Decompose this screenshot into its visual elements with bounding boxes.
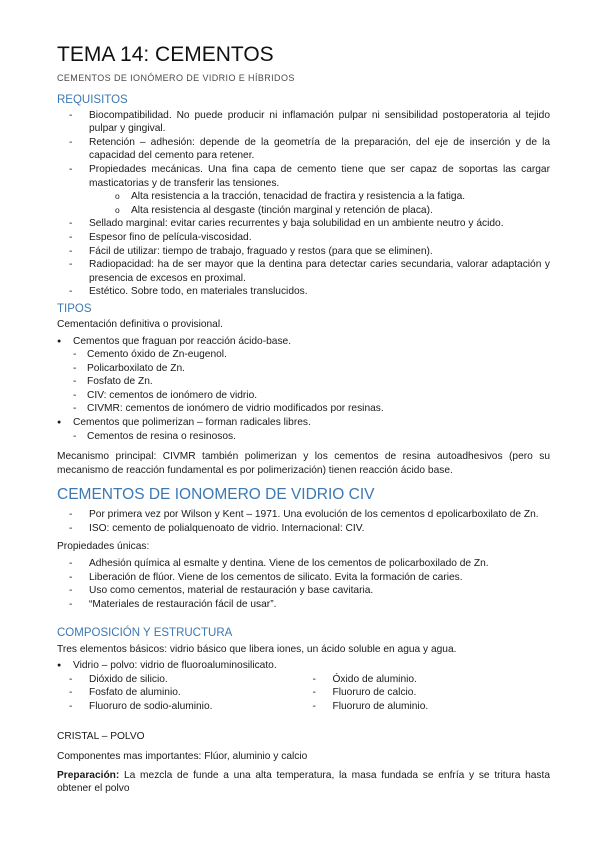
list-item: - Adhesión química al esmalte y dentina. Viene de los cementos de policarboxilado de Zn. xyxy=(57,557,550,571)
list-item: - Fosfato de Zn. xyxy=(73,375,550,389)
list-item: - Espesor fino de película-viscosidad. xyxy=(57,231,550,245)
list-item: - Sellado marginal: evitar caries recurrentes y baja solubilidad en un ambiente neutro y ácido. xyxy=(57,217,550,231)
list-item: - Fosfato de aluminio. xyxy=(57,686,307,700)
civ-heading: CEMENTOS DE IONOMERO DE VIDRIO CIV xyxy=(57,486,375,504)
civ-propiedades-label: Propiedades únicas: xyxy=(57,540,150,552)
list-item: - Óxido de aluminio. xyxy=(301,673,551,687)
requisitos-sublist xyxy=(57,190,550,217)
tipos-group1-label: Cementos que fraguan por reacción ácido-base. xyxy=(73,335,292,347)
tipos-group2-list xyxy=(57,430,550,444)
composicion-vidrio xyxy=(57,659,550,673)
list-item: - Cementos de resina o resinosos. xyxy=(73,430,550,444)
composicion-col2 xyxy=(301,673,551,714)
tipos-heading: TIPOS xyxy=(57,302,92,315)
list-item: - Fluoruro de sodio-aluminio. xyxy=(57,700,307,714)
list-item: - Fácil de utilizar: tiempo de trabajo, fraguado y restos (para que se eliminen). xyxy=(57,245,550,259)
list-item: - Por primera vez por Wilson y Kent – 1971. Una evolución de los cementos d epolicarboxilato de Zn. xyxy=(57,508,550,522)
list-item: - “Materiales de restauración fácil de usar”. xyxy=(57,598,550,612)
list-item: - Fluoruro de aluminio. xyxy=(301,700,551,714)
list-item: - Radiopacidad: ha de ser mayor que la dentina para detectar caries secundaria, valorar adaptación y presencia de excesos en proximal. xyxy=(57,258,550,285)
list-item xyxy=(57,335,550,417)
cristal-label: CRISTAL – POLVO xyxy=(57,730,145,742)
composicion-col1 xyxy=(57,673,307,714)
list-item: - Liberación de flúor. Viene de los cementos de silicato. Evita la formación de caries. xyxy=(57,571,550,585)
list-item: - Uso como cementos, material de restauración y base cavitaria. xyxy=(57,584,550,598)
list-item: - CIVMR: cementos de ionómero de vidrio modificados por resinas. xyxy=(73,402,550,416)
vidrio-label: Vidrio – polvo: vidrio de fluoroaluminosilicato. xyxy=(73,660,277,672)
list-item: - Propiedades mecánicas. Una fina capa de cemento tiene que ser capaz de soportas las cargar masticatorias y de transferir las tensiones. xyxy=(57,163,550,190)
composicion-heading: COMPOSICIÓN Y ESTRUCTURA xyxy=(57,626,233,639)
list-item: - Fluoruro de calcio. xyxy=(301,686,551,700)
list-item: - CIV: cementos de ionómero de vidrio. xyxy=(73,389,550,403)
list-item: - Dióxido de silicio. xyxy=(57,673,307,687)
tipos-note: Mecanismo principal: CIVMR también polimerizan y los cementos de resina autoadhesivos (pero su mecanismo de reacción fundamental es por polimerización) tienen reacción ácido base. xyxy=(57,451,550,476)
list-item: o Alta resistencia a la tracción, tenacidad de fractira y resistencia a la fatiga. xyxy=(57,190,550,204)
componentes-text: Componentes mas importantes: Flúor, aluminio y calcio xyxy=(57,751,308,763)
list-item: - Cemento óxido de Zn-eugenol. xyxy=(73,348,550,362)
preparacion-label: Preparación: xyxy=(57,769,120,781)
tipos-group2-label: Cementos que polimerizan – forman radicales libres. xyxy=(73,417,311,429)
civ-list xyxy=(57,508,550,535)
preparacion-paragraph xyxy=(57,769,550,796)
list-item xyxy=(57,416,550,443)
composicion-columns xyxy=(57,673,550,714)
composicion-intro: Tres elementos básicos: vidrio básico que libera iones, un ácido soluble en agua y agua. xyxy=(57,643,457,655)
civ-propiedades-list xyxy=(57,557,550,611)
preparacion-text: La mezcla de funde a una alta temperatura, la masa fundada se enfría y se tritura hasta obtener el polvo xyxy=(57,769,550,795)
list-item: - Biocompatibilidad. No puede producir ni inflamación pulpar ni sensibilidad postoperatoria al tejido pulpar y gingival. xyxy=(57,109,550,136)
tipos-intro: Cementación definitiva o provisional. xyxy=(57,318,223,330)
page-subtitle: CEMENTOS DE IONÓMERO DE VIDRIO E HÍBRIDOS xyxy=(57,73,295,83)
page-title: TEMA 14: CEMENTOS xyxy=(57,43,274,66)
requisitos-heading: REQUISITOS xyxy=(57,93,128,106)
list-item: - Policarboxilato de Zn. xyxy=(73,362,550,376)
tipos-group1-list xyxy=(57,348,550,416)
list-item xyxy=(57,659,550,673)
list-item: - Retención – adhesión: depende de la geometría de la preparación, del eje de inserción y de la capacidad del cemento para retener. xyxy=(57,136,550,163)
tipos-groups xyxy=(57,335,550,444)
requisitos-list-2 xyxy=(57,217,550,299)
list-item: - Estético. Sobre todo, en materiales translucidos. xyxy=(57,285,550,299)
requisitos-list xyxy=(57,109,550,191)
list-item: o Alta resistencia al desgaste (tinción marginal y retención de placa). xyxy=(57,204,550,218)
list-item: - ISO: cemento de polialquenoato de vidrio. Internacional: CIV. xyxy=(57,522,550,536)
